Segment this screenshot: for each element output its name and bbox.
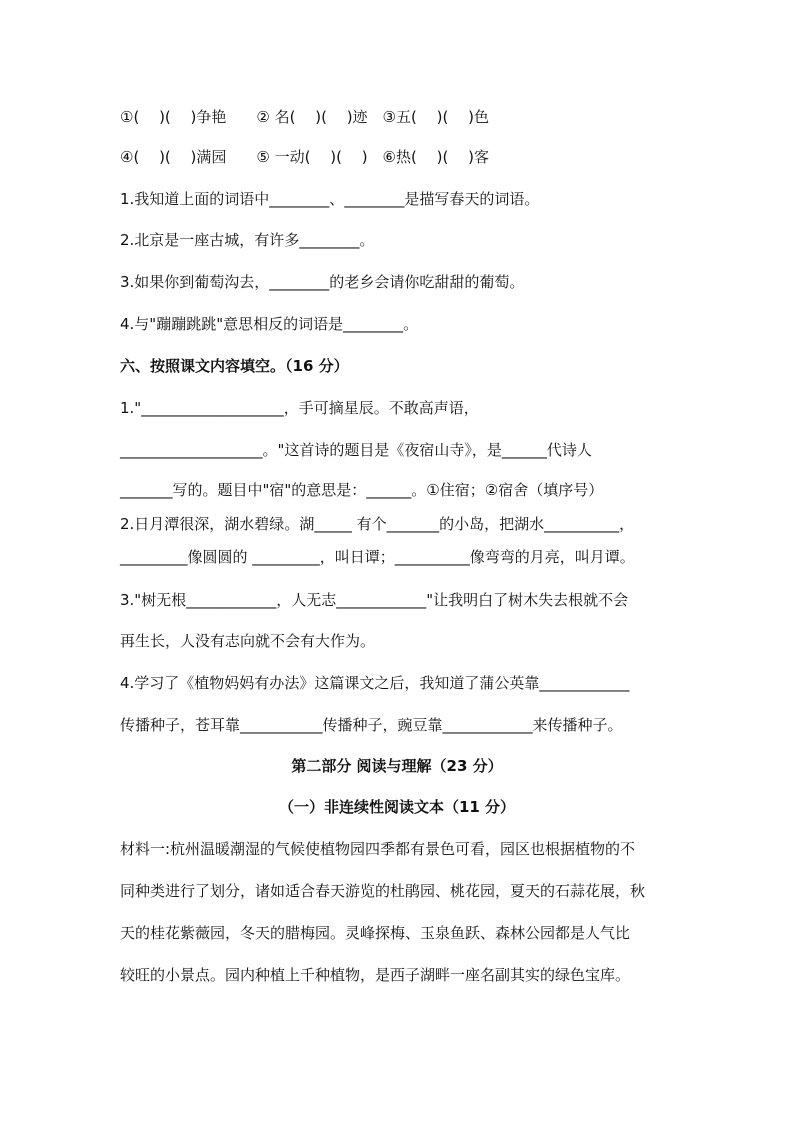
section-six-heading: 六、按照课文内容填空。（16 分） [120,357,349,375]
question-4: 4.与"蹦蹦跳跳"意思相反的词语是________。 [120,315,419,333]
fill-1-line-3: _______写的。题目中"宿"的意思是：______。①住宿；②宿舍（填序号） [120,481,604,499]
question-2: 2.北京是一座古城，有许多________。 [120,231,375,249]
fill-3-line-2: 再生长，人没有志向就不会有大作为。 [120,632,376,650]
fill-2-line-1: 2.日月潭很深，湖水碧绿。湖_____ 有个_______的小岛，把湖水__________， [120,515,635,533]
material-1-line-2: 同种类进行了划分，诸如适合春天游览的杜鹃园、桃花园，夏天的石蒜花展，秋 [120,882,646,900]
word-fill-row-1: ①( )( )争艳 ② 名( )( )迹 ③五( )( )色 [120,108,489,126]
fill-3-line-1: 3."树无根____________，人无志____________"让我明白了树木失去根就不会 [120,591,629,609]
question-3: 3.如果你到葡萄沟去，________的老乡会请你吃甜甜的葡萄。 [120,273,525,291]
material-1-line-4: 较旺的小景点。园内种植上千种植物，是西子湖畔一座名副其实的绿色宝库。 [120,966,631,984]
fill-4-line-2: 传播种子，苍耳靠___________传播种子，豌豆靠____________来传播种子。 [120,716,623,734]
fill-2-line-2: _________像圆圆的 _________，叫日谭；__________像弯弯的月亮，叫月谭。 [120,548,635,566]
word-fill-row-2: ④( )( )满园 ⑤ 一动( )( ) ⑥热( )( )客 [120,148,489,166]
fill-1-line-2: ___________________。"这首诗的题目是《夜宿山寺》，是______代诗人 [120,441,592,459]
fill-1-line-1: 1."___________________，手可摘星辰。不敢高声语， [120,399,479,417]
material-1-line-1: 材料一:杭州温暖潮湿的气候使植物园四季都有景色可看，园区也根据植物的不 [120,840,636,858]
material-1-line-3: 天的桂花紫薇园，冬天的腊梅园。灵峰探梅、玉泉鱼跃、森林公园都是人气比 [120,924,631,942]
part-two-heading: 第二部分 阅读与理解（23 分） [291,757,503,775]
reading-subheading: （一）非连续性阅读文本（11 分） [278,798,516,816]
question-1: 1.我知道上面的词语中________、________是描写春天的词语。 [120,190,540,208]
fill-4-line-1: 4.学习了《植物妈妈有办法》这篇课文之后，我知道了蒲公英靠____________ [120,674,630,692]
